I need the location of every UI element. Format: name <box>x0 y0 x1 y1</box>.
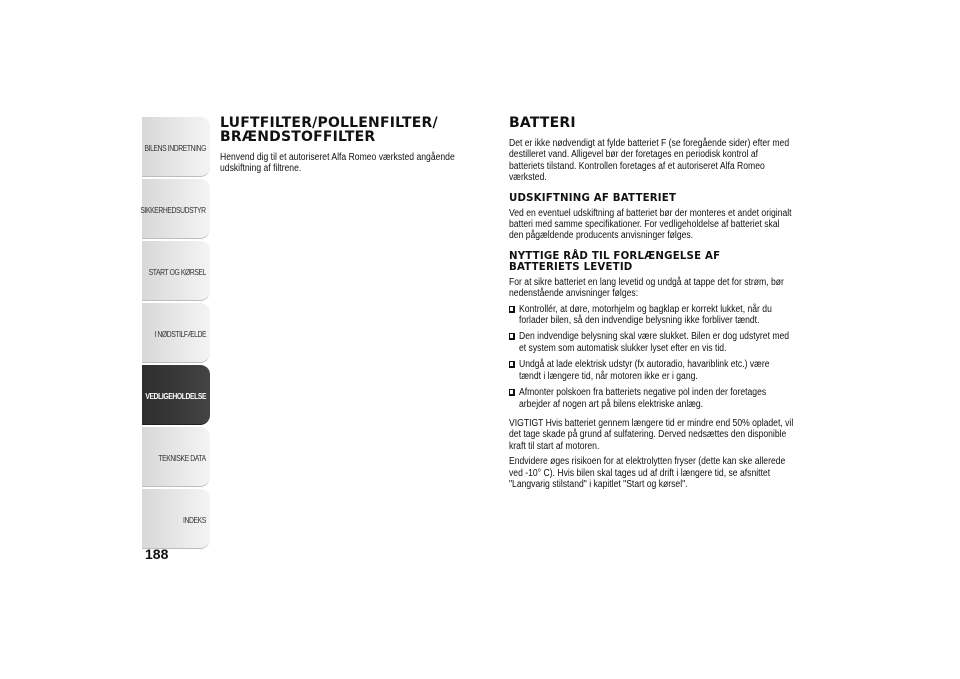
tab-label: I NØDSTILFÆLDE <box>154 329 206 339</box>
tab-tekniske-data[interactable] <box>142 426 210 487</box>
tab-start-og-koersel[interactable] <box>142 240 210 301</box>
battery-intro: Det er ikke nødvendigt at fylde batteriet F (se foregående sider) efter med destilleret vand. Alligevel bør der foretages en periodisk kontrol af batteriets tilstand. Kontrollen foretages af et autoriseret Alfa Romeo værksted. <box>509 138 790 184</box>
battery-replacement-body: Ved en eventuel udskiftning af batteriet bør der monteres et andet originalt batteri med samme specifikationer. For vedligeholdelse af batteriet skal den pågældende producents anvisninger følges. <box>509 207 792 242</box>
checkbox-bullet-icon <box>509 389 515 396</box>
important-note: VIGTIGT Hvis batteriet gennem længere tid er mindre end 50% opladet, vil det tage skade på grund af sulfatering. Derved nedsættes den disponible kraft til start af motoren. <box>509 417 794 452</box>
battery-tips-list <box>509 304 794 410</box>
tab-label: INDEKS <box>183 515 206 525</box>
battery-tips-title-line2: BATTERIETS LEVETID <box>509 261 633 273</box>
filter-section <box>220 116 480 175</box>
list-item <box>509 359 794 382</box>
battery-replacement-title: UDSKIFTNING AF BATTERIET <box>509 192 677 204</box>
filter-title-line2: BRÆNDSTOFFILTER <box>220 129 376 145</box>
tab-indeks[interactable] <box>142 488 210 549</box>
chapter-tabs <box>142 116 210 550</box>
page-number: 188 <box>145 546 169 562</box>
freeze-note: Endvidere øges risikoen for at elektrolytten fryser (dette kan ske allerede ved -10° C). Hvis bilen skal tages ud af drift i længere tid, se afsnittet "Langvarig stilstand" i kapitlet "Start og kørsel". <box>509 456 786 490</box>
bullet-text: Undgå at lade elektrisk udstyr (fx autoradio, havariblink etc.) være tændt i længere tid, når motoren ikke er i gang. <box>519 359 770 382</box>
list-item <box>509 387 794 410</box>
tab-label: START OG KØRSEL <box>148 267 206 277</box>
checkbox-bullet-icon <box>509 361 515 368</box>
tab-bilens-indretning[interactable] <box>142 116 210 177</box>
battery-section <box>509 116 794 490</box>
tab-label: VEDLIGEHOLDELSE <box>145 391 206 401</box>
battery-tips-title-line1: NYTTIGE RÅD TIL FORLÆNGELSE AF <box>509 250 721 262</box>
tab-sikkerhedsudstyr[interactable] <box>142 178 210 239</box>
checkbox-bullet-icon <box>509 306 515 313</box>
list-item <box>509 331 794 354</box>
tab-i-noedstilfaelde[interactable] <box>142 302 210 363</box>
tab-label: TEKNISKE DATA <box>158 453 206 463</box>
bullet-text: Afmonter polskoen fra batteriets negative pol inden der foretages arbejder af nogen art på bilens elektriske anlæg. <box>519 387 767 410</box>
tab-label: SIKKERHEDSUDSTYR <box>140 205 206 215</box>
bullet-text: Kontrollér, at døre, motorhjelm og bagklap er korrekt lukket, når du forlader bilen, så den indvendige belysning ikke forbliver tændt. <box>519 303 772 327</box>
battery-title: BATTERI <box>509 115 576 131</box>
tab-label: BILENS INDRETNING <box>144 143 206 153</box>
list-item <box>509 304 794 327</box>
tab-vedligeholdelse[interactable] <box>142 364 210 425</box>
filter-title-line1: LUFTFILTER/POLLENFILTER/ <box>220 115 438 131</box>
bullet-text: Den indvendige belysning skal være slukket. Bilen er dog udstyret med et system som automatisk slukker lyset efter en vis tid. <box>519 331 790 354</box>
battery-tips-intro: For at sikre batteriet en lang levetid og undgå at tappe det for strøm, bør nedenstående anvisninger følges: <box>509 276 784 300</box>
checkbox-bullet-icon <box>509 333 515 340</box>
filter-body: Henvend dig til et autoriseret Alfa Romeo værksted angående udskiftning af filtrene. <box>220 152 455 175</box>
